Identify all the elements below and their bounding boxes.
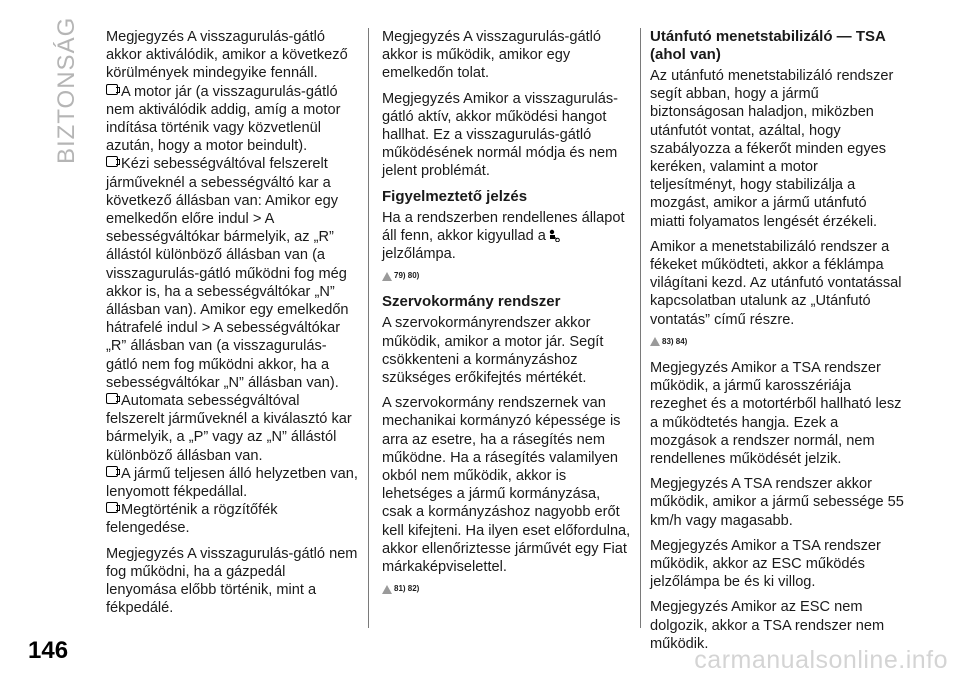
paragraph: Amikor a menetstabilizáló rendszer a fékeket működteti, akkor a féklámpa világítani kezd. Az utánfutó vontatással kapcsolatban utalunk az „Utánfutó vontatás” című részre. [650, 238, 902, 328]
paragraph: Megjegyzés Amikor a visszagurulás-gátló aktív, akkor működési hangot hallhat. Ez a visszagurulás-gátló működésének normál módja és nem jelent problémát. [382, 90, 619, 180]
warning-lamp-icon [548, 229, 560, 242]
paragraph: Megjegyzés Amikor a TSA rendszer működik, akkor az ESC működés jelzőlámpa be és ki villog. [650, 537, 881, 591]
list-item-text: Automata sebességváltóval felszerelt járműveknél a kiválasztó kar bármelyik, a „P” vagy az „N” állástól különböző állásban van. [106, 393, 352, 464]
list-item [106, 392, 358, 465]
paragraph: Megjegyzés A visszagurulás-gátló akkor aktiválódik, amikor a következő körülmények mindegyike fennáll. [106, 29, 348, 82]
paragraph: Megjegyzés Amikor a TSA rendszer működik, a jármű karosszériája rezeghet és a motortérből hallható lesz a működtetés hangja. Ezek a mozgások a rendszer normál, nem rendellenes működését jelzik. [650, 360, 902, 468]
watermark: carmanualsonline.info [694, 646, 948, 674]
list-item-text: Kézi sebességváltóval felszerelt járműveknél a sebességváltó kar a következő állásban van: Amikor egy emelkedőn előre indul > A sebességváltókar bármelyik, az „R” állástól különböző állásban van (a visszagurulás-gátló működni fog még akkor is, ha a sebességváltókar „N” állásban van). Amikor egy emelkedőn hátrafelé indul > A sebességváltókar „R” állásban van (a visszagurulás-gátló nem fog működni akkor, ha a sebességváltókar „N” állásban van). [106, 156, 349, 391]
paragraph: Megjegyzés A visszagurulás-gátló akkor is működik, amikor egy emelkedőn tolat. [382, 29, 602, 82]
reference-label: 81) 82) [394, 584, 420, 594]
column-left [106, 28, 358, 625]
list-item [106, 155, 358, 392]
list-item-text: A motor jár (a visszagurulás-gátló nem aktiválódik addig, amíg a motor indítása történik vagy közvetlenül azután, hogy a motor beindult). [106, 83, 341, 155]
reference-label: 83) 84) [662, 336, 688, 346]
paragraph: A szervokormány rendszernek van mechanikai kormányzó képessége is arra az esetre, ha a rásegítés nem működne. Ha a rásegítés valamilyen okból nem működik, akkor is lehetséges a jármű kormányzása, csak a kormányzáshoz nagyobb erőt kell kifejteni. Ha ilyen eset előfordulna, akkor ellenőriztesse járművét egy Fiat márkaképviselettel. [382, 395, 631, 576]
column-divider [640, 28, 641, 628]
list-item-text: A jármű teljesen álló helyzetben van, lenyomott fékpedállal. [106, 465, 358, 501]
warning-triangle-icon [382, 272, 392, 281]
list-item [106, 83, 358, 156]
page-number: 146 [28, 637, 69, 664]
paragraph [382, 209, 634, 264]
column-middle [382, 28, 634, 606]
list-item [106, 501, 358, 537]
reference-note [650, 333, 905, 351]
bullet-icon [106, 84, 118, 95]
paragraph: Megjegyzés Amikor az ESC nem dolgozik, akkor a TSA rendszer nem működik. [650, 599, 885, 652]
list-item [106, 465, 358, 501]
reference-label: 79) 80) [394, 271, 420, 281]
section-heading: Szervokormány rendszer [382, 293, 561, 311]
column-right [650, 28, 905, 660]
paragraph: Megjegyzés A TSA rendszer akkor működik, amikor a jármű sebessége 55 km/h vagy magasabb. [650, 476, 904, 529]
bullet-icon [106, 466, 118, 477]
section-heading: Figyelmeztető jelzés [382, 187, 528, 205]
bullet-icon [106, 502, 118, 513]
bullet-icon [106, 156, 118, 167]
reference-note [382, 580, 634, 598]
warning-triangle-icon [650, 337, 660, 346]
warning-triangle-icon [382, 585, 392, 594]
warning-text: Ha a rendszerben rendellenes állapot áll fenn, akkor kigyullad a [382, 209, 625, 244]
section-tab: BIZTONSÁG [53, 16, 80, 164]
list-item-text: Megtörténik a rögzítőfék felengedése. [106, 502, 278, 537]
section-heading: Utánfutó menetstabilizáló — TSA (ahol van) [650, 28, 886, 63]
paragraph: A szervokormányrendszer akkor működik, amikor a motor jár. Segít csökkenteni a kormányzáshoz szükséges erőkifejtés mértékét. [382, 315, 604, 387]
bullet-icon [106, 393, 118, 404]
reference-note [382, 267, 634, 285]
paragraph: Az utánfutó menetstabilizáló rendszer segít abban, hogy a jármű biztonságosan haladjon, miközben utánfutót vontat, azáltal, hogy szabályozza a fékerőt minden egyes keréken, valamint a motor teljesítményt, hogy stabilizálja a mozgást, amikor a jármű utánfutó miatti folyamatos lengését érzékeli. [650, 68, 894, 230]
paragraph: Megjegyzés A visszagurulás-gátló nem fog működni, ha a gázpedál lenyomása előbb történik, mint a fékpedálé. [106, 545, 358, 617]
warning-text-end: jelzőlámpa. [382, 246, 456, 263]
column-divider [368, 28, 369, 628]
